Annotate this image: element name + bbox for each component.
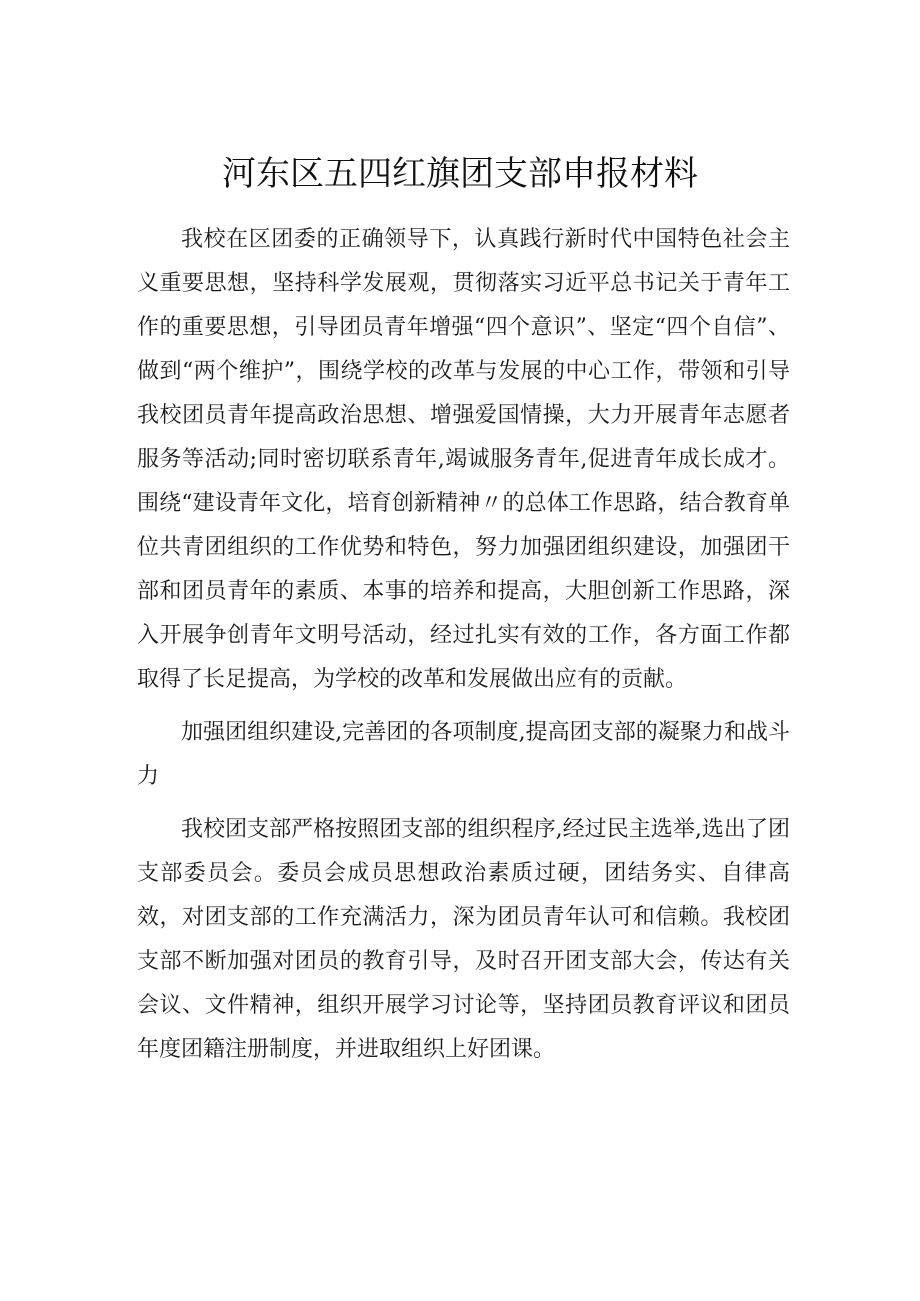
document-title: 河东区五四红旗团支部申报材料 (222, 154, 698, 194)
document-body (137, 218, 790, 1081)
paragraph-section-heading: 加强团组织建设,完善团的各项制度,提高团支部的凝聚力和战斗力 (137, 720, 790, 789)
paragraph-intro: 我校在区团委的正确领导下，认真践行新时代中国特色社会主义重要思想，坚持科学发展观，贯彻落实习近平总书记关于青年工作的重要思想，引导团员青年增强“四个意识”、坚定“四个自信”、做到“两个维护”，围绕学校的改革与发展的中心工作，带领和引导我校团员青年提高政治思想、增强爱国情操，大力开展青年志愿者服务等活动;同时密切联系青年,竭诚服务青年,促进青年成长成才。围绕“建设青年文化，培育创新精神〃的总体工作思路，结合教育单位共青团组织的工作优势和特色，努力加强团组织建设，加强团干部和团员青年的素质、本事的培养和提高，大胆创新工作思路，深入开展争创青年文明号活动，经过扎实有效的工作，各方面工作都取得了长足提高，为学校的改革和发展做出应有的贡献。 (137, 227, 790, 692)
paragraph-organization: 我校团支部严格按照团支部的组织程序,经过民主选举,选出了团支部委员会。委员会成员思想政治素质过硬，团结务实、自律高效，对团支部的工作充满活力，深为团员青年认可和信赖。我校团支部不断加强对团员的教育引导，及时召开团支部大会，传达有关会议、文件精神，组织开展学习讨论等，坚持团员教育评议和团员年度团籍注册制度，并进取组织上好团课。 (137, 817, 790, 1062)
